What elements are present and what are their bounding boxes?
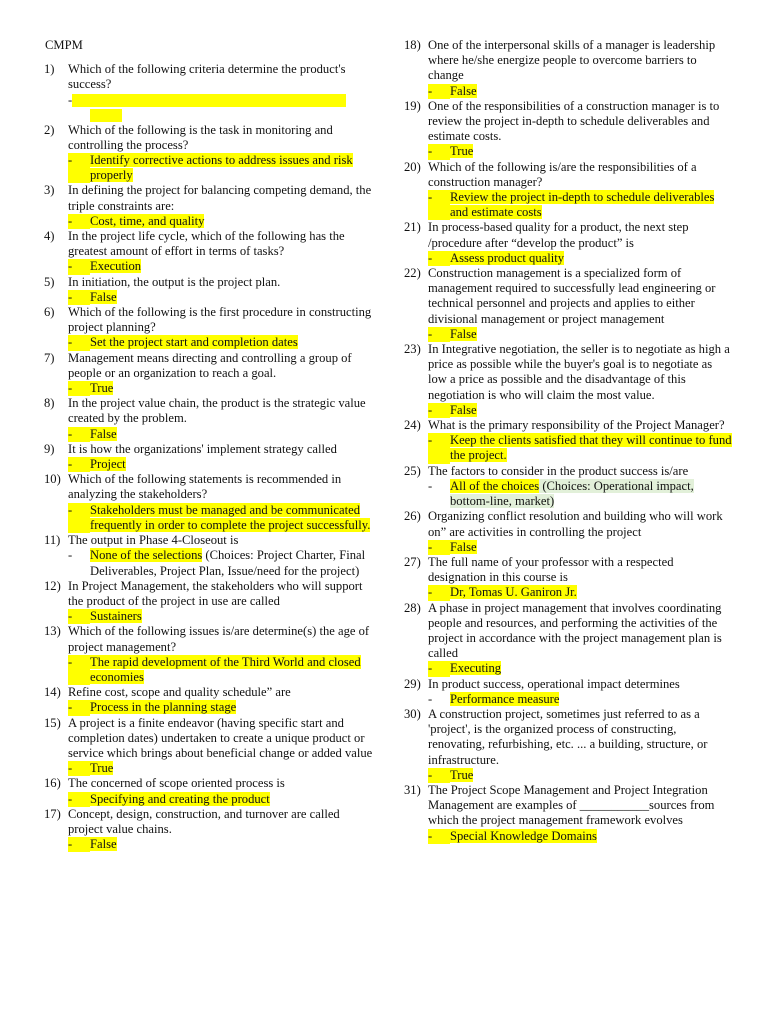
question-text: Construction management is a specialized form of management required to successfully lead engineering or technical personnel and projects and applies to either divisional management or project management [428,266,716,326]
question-row [44,123,374,153]
answer-text [450,829,734,844]
question-item [404,601,734,677]
question-text: The factors to consider in the product success is/are [428,463,689,478]
answer-dash: - [68,259,90,274]
question-item [44,685,374,715]
answer-dash: - [428,403,450,418]
answer-dash: - [68,761,90,776]
question-number: 27) [404,554,421,569]
question-row [404,464,734,479]
question-text: In initiation, the output is the project plan. [68,274,281,289]
answer-row [428,585,734,600]
question-number: 9) [44,441,55,456]
answer-dash: - [68,153,90,183]
answer-dash: - [428,768,450,783]
answer-dash: - [428,691,433,706]
answer-dash: - [428,478,433,493]
question-row [404,509,734,539]
highlighted-answer: Special Knowledge Domains [450,828,597,843]
question-item [404,160,734,221]
question-text: A project is a finite endeavor (having specific start and completion dates) undertaken to create a unique product or service which brings about beneficial change or added value [68,715,373,760]
question-text: In the project value chain, the product is the strategic value created by the problem. [68,396,366,426]
question-number: 18) [404,38,421,52]
question-number: 23) [404,342,421,357]
question-number: 2) [44,122,55,137]
answer-text [90,153,374,183]
answer-row [68,700,374,715]
answer-row [428,403,734,418]
highlighted-answer: Assess product quality [450,250,565,265]
left-column [44,38,374,852]
question-row [404,601,734,662]
answer-row [68,381,374,396]
question-text: What is the primary responsibility of the Project Manager? [428,418,725,433]
answer-dash: - [68,700,90,715]
document-title: CMPM [45,38,83,52]
question-text: The Project Scope Management and Project Integration Management are examples of ___________sources from which the project management framework evolves [428,782,715,828]
answer-row [428,251,734,266]
answer-row [68,290,374,305]
question-number: 21) [404,220,421,235]
answer-dash: - [428,84,450,99]
answer-text [90,655,374,685]
question-row [404,677,734,692]
answer-text [90,503,374,533]
question-item [44,275,374,305]
blank-answer-line [68,93,374,108]
right-question-list [404,38,734,844]
answer-text [450,433,734,463]
question-row [404,266,734,327]
answer-text [90,548,374,578]
question-item [44,533,374,579]
highlighted-answer: False [90,837,117,852]
answer-text [450,190,734,220]
question-row [404,555,734,585]
question-item [404,220,734,266]
question-row [44,533,374,548]
question-text: In Integrative negotiation, the seller is to negotiate as high a price as possible while the buyer's goal is to negotiate as low a price as possible and the disadvantage of this negotiation is who will claim the most value. [428,342,730,402]
question-text: The output in Phase 4-Closeout is [68,533,239,548]
answer-text [90,214,374,229]
answer-row [428,190,734,220]
question-item [404,266,734,342]
highlighted-answer: Review the project in-depth to schedule deliverables and estimate costs [450,190,715,220]
question-row [44,807,374,837]
highlighted-answer: None of the selections [90,548,203,563]
answer-dash: - [68,503,90,533]
question-text: It is how the organizations' implement strategy called [68,441,337,456]
answer-text [450,479,734,509]
question-item [404,707,734,783]
question-text: Management means directing and controlling a group of people or an organization to reach a goal. [68,350,352,380]
answer-row [68,761,374,776]
highlighted-answer: False [450,83,477,98]
question-row [404,418,734,433]
answer-text [90,792,374,807]
highlighted-answer: Process in the planning stage [90,700,237,715]
answer-choices-note: (Choices: Operational impact, bottom-line, market) [450,478,694,509]
question-text: Concept, design, construction, and turnover are called project value chains. [68,806,340,836]
answer-dash: - [428,327,450,342]
highlighted-answer: Execution [90,259,142,274]
answer-row [68,259,374,274]
answer-text [90,609,374,624]
question-row [44,716,374,762]
answer-dash: - [68,335,90,350]
question-row [44,579,374,609]
question-item [44,579,374,625]
answer-row [68,457,374,472]
question-row [404,220,734,250]
answer-text [450,251,734,266]
answer-row [68,655,374,685]
question-item [44,716,374,777]
question-item [44,123,374,184]
question-row [44,229,374,259]
question-item [44,305,374,351]
answer-row [428,692,734,707]
question-item [404,555,734,601]
question-number: 29) [404,676,421,691]
question-item [44,807,374,853]
answer-text [450,403,734,418]
question-row [44,183,374,213]
highlighted-answer: True [450,144,474,159]
answer-dash: - [428,829,450,844]
question-text: In the project life cycle, which of the following has the greatest amount of effort in terms of tasks? [68,229,345,259]
question-row [404,783,734,829]
question-number: 7) [44,350,55,365]
question-text: Which of the following is the first procedure in constructing project planning? [68,305,372,335]
question-number: 20) [404,159,421,174]
question-row [44,305,374,335]
question-text: Which of the following issues is/are determine(s) the age of project management? [68,624,370,654]
blank-answer [68,93,374,123]
answer-dash: - [68,214,90,229]
answer-dash: - [68,837,90,852]
question-number: 22) [404,266,421,281]
answer-text [90,259,374,274]
question-item [44,396,374,442]
answer-row [428,768,734,783]
highlighted-answer: Keep the clients satisfied that they will continue to fund the project. [450,433,732,463]
question-text: Organizing conflict resolution and building who will work on” are activities in controlling the project [428,509,723,539]
question-number: 17) [44,806,61,821]
question-row [404,342,734,403]
question-row [44,624,374,654]
answer-text [450,768,734,783]
highlighted-answer: Specifying and creating the product [90,791,270,806]
question-number: 4) [44,229,55,244]
highlighted-answer: False [450,539,477,554]
question-text: In defining the project for balancing competing demand, the triple constraints are: [68,183,372,213]
answer-dash: - [68,655,90,685]
answer-dash: - [68,457,90,472]
answer-row [68,153,374,183]
question-row [44,62,374,92]
question-item [404,418,734,464]
answer-row [428,144,734,159]
question-number: 30) [404,706,421,721]
highlighted-answer: True [90,761,114,776]
highlighted-answer: All of the choices [450,478,540,493]
question-text: A phase in project management that involves coordinating people and resources, and performing the activities of the project in accordance with the project management plan is called [428,600,722,661]
question-text: Which of the following is/are the responsibilities of a construction manager? [428,159,697,189]
question-item [404,38,734,99]
question-row [44,275,374,290]
answer-text [90,837,374,852]
question-text: In Project Management, the stakeholders who will support the product of the project in use are called [68,578,363,608]
answer-dash: - [428,190,450,220]
answer-row [428,433,734,463]
answer-text [450,692,734,707]
question-text: Which of the following is the task in monitoring and controlling the process? [68,122,333,152]
answer-choices-note: (Choices: Project Charter, Final Deliverables, Project Plan, Issue/need for the project) [90,548,366,578]
answer-dash: - [428,144,450,159]
answer-dash: - [68,381,90,396]
highlighted-answer: Executing [450,661,502,676]
answer-dash: - [68,290,90,305]
answer-text [450,540,734,555]
answer-row [428,327,734,342]
answer-dash: - [68,609,90,624]
answer-text [90,290,374,305]
highlighted-answer: Project [90,457,126,472]
answer-row [68,609,374,624]
answer-text [450,661,734,676]
question-item [404,783,734,844]
highlighted-answer: Identify corrective actions to address issues and risk properly [90,153,353,183]
question-text: The full name of your professor with a respected designation in this course is [428,554,674,585]
highlighted-answer: Stakeholders must be managed and be communicated frequently in order to complete the project successfully. [90,502,371,532]
question-number: 15) [44,715,61,730]
answer-text [90,457,374,472]
question-text: Refine cost, scope and quality schedule” are [68,685,291,700]
question-item [404,464,734,510]
answer-dash: - [428,661,450,676]
question-number: 19) [404,98,421,113]
left-question-list [44,62,374,852]
answer-dash: - [428,540,450,555]
question-number: 24) [404,418,421,433]
question-row [404,99,734,145]
question-number: 10) [44,472,61,487]
question-item [44,183,374,229]
question-number: 6) [44,305,55,320]
question-row [404,707,734,768]
question-item [404,342,734,418]
answer-text [450,84,734,99]
highlighted-answer: False [90,426,117,441]
answer-row [428,84,734,99]
blank-answer-line [68,108,374,123]
question-text: In product success, operational impact determines [428,676,680,691]
question-item [44,472,374,533]
question-number: 12) [44,578,61,593]
answer-row [68,335,374,350]
question-item [404,99,734,160]
question-text: One of the interpersonal skills of a manager is leadership where he/she energize people to overcome barriers to change [428,38,716,83]
question-item [44,62,374,122]
question-item [404,677,734,707]
question-number: 14) [44,685,61,700]
question-item [404,509,734,555]
answer-row [428,829,734,844]
highlighted-answer: False [90,289,117,304]
answer-dash: - [68,792,90,807]
answer-text [90,381,374,396]
answer-row [68,503,374,533]
question-row [44,351,374,381]
question-item [44,229,374,275]
answer-dash: - [68,548,73,563]
answer-row [428,540,734,555]
answer-text [90,700,374,715]
question-text: One of the responsibilities of a construction manager is to review the project in-depth to schedule deliverables and estimate costs. [428,98,720,144]
question-number: 1) [44,62,55,77]
question-text: In process-based quality for a product, the next step /procedure after “develop the product” is [428,220,689,250]
question-text: The concerned of scope oriented process is [68,776,285,791]
question-number: 26) [404,509,421,524]
question-row [44,396,374,426]
answer-row [68,792,374,807]
answer-row [428,661,734,676]
question-row [44,685,374,700]
answer-text [450,585,734,600]
answer-row [68,427,374,442]
question-number: 5) [44,274,55,289]
highlighted-answer: True [450,767,474,782]
answer-dash: - [428,251,450,266]
answer-text [450,144,734,159]
question-row [404,160,734,190]
right-column [404,38,734,844]
answer-dash: - [68,427,90,442]
question-number: 28) [404,600,421,615]
question-row [404,38,734,84]
highlighted-answer: Dr, Tomas U. Ganiron Jr. [450,585,577,600]
answer-row [68,214,374,229]
question-number: 8) [44,396,55,411]
highlighted-answer: False [450,326,477,341]
question-item [44,624,374,685]
question-row [44,472,374,502]
question-row [44,776,374,791]
highlighted-answer: True [90,381,114,396]
highlighted-answer: Cost, time, and quality [90,213,205,228]
highlighted-blank [90,109,122,122]
answer-text [90,761,374,776]
question-text: Which of the following statements is recommended in analyzing the stakeholders? [68,472,342,502]
question-number: 11) [44,533,61,548]
highlighted-answer: Set the project start and completion dates [90,335,298,350]
highlighted-answer: The rapid development of the Third World and closed economies [90,654,361,684]
question-number: 25) [404,463,421,478]
answer-text [90,427,374,442]
highlighted-answer: Sustainers [90,609,142,624]
answer-text [450,327,734,342]
highlighted-answer: False [450,402,477,417]
question-text: A construction project, sometimes just referred to as a 'project', is the organized process of constructing, renovating, refurbishing, etc. ... a building, structure, or infrastructure. [428,706,708,767]
question-item [44,442,374,472]
highlighted-answer: Performance measure [450,691,560,706]
question-number: 31) [404,782,421,797]
answer-row [68,837,374,852]
question-row [44,442,374,457]
question-item [44,351,374,397]
answer-text [90,335,374,350]
answer-dash: - [68,92,73,107]
question-number: 3) [44,183,55,198]
answer-row [68,548,374,578]
answer-row [428,479,734,509]
answer-dash: - [428,433,450,463]
answer-dash: - [428,585,450,600]
question-number: 13) [44,624,61,639]
question-number: 16) [44,776,61,791]
question-text: Which of the following criteria determine the product's success? [68,62,346,92]
highlighted-blank [72,94,346,107]
question-item [44,776,374,806]
